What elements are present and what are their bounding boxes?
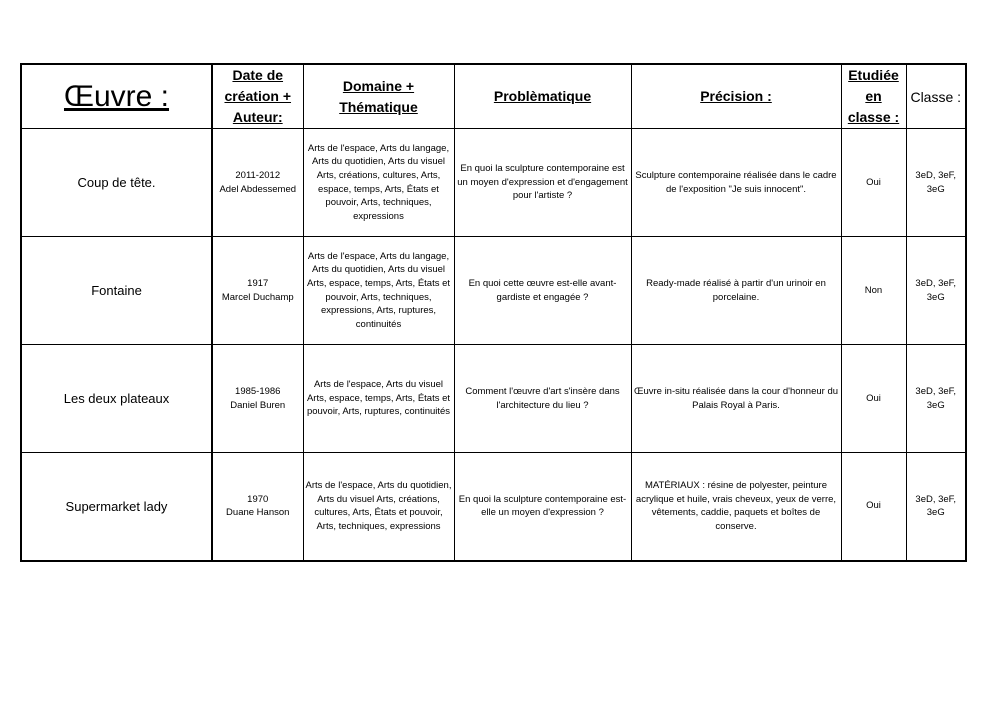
- cell-oeuvre: Fontaine: [21, 237, 212, 345]
- cell-auteur: Daniel Buren: [230, 399, 286, 411]
- cell-precision: Œuvre in-situ réalisée dans la cour d'honneur du Palais Royal à Paris.: [631, 345, 841, 453]
- cell-etudiee: Oui: [841, 129, 906, 237]
- cell-date: 1917: [247, 277, 269, 289]
- cell-date-auteur: [212, 237, 303, 345]
- cell-classe: 3eD, 3eF, 3eG: [906, 345, 966, 453]
- oeuvres-table: [20, 63, 967, 562]
- cell-date: 1970: [247, 493, 269, 505]
- table-row: [21, 453, 966, 561]
- cell-problematique: En quoi la sculpture contemporaine est un moyen d'expression et d'engagement pour l'artiste ?: [454, 129, 631, 237]
- header-etudiee-line2: en: [865, 88, 882, 104]
- table-row: [21, 129, 966, 237]
- header-precision: Précision :: [631, 64, 841, 129]
- cell-oeuvre: Supermarket lady: [21, 453, 212, 561]
- header-date-line1: Date de: [232, 67, 284, 83]
- cell-etudiee: Non: [841, 237, 906, 345]
- header-domaine: [303, 64, 454, 129]
- header-etudiee-line3: classe :: [847, 109, 900, 125]
- cell-classe: 3eD, 3eF, 3eG: [906, 237, 966, 345]
- table-row: [21, 237, 966, 345]
- cell-etudiee: Oui: [841, 453, 906, 561]
- cell-problematique: En quoi la sculpture contemporaine est-elle un moyen d'expression ?: [454, 453, 631, 561]
- cell-problematique: En quoi cette œuvre est-elle avant-gardiste et engagée ?: [454, 237, 631, 345]
- cell-date: 1985-1986: [235, 385, 281, 397]
- header-classe: Classe :: [906, 64, 966, 129]
- cell-precision: Ready-made réalisé à partir d'un urinoir en porcelaine.: [631, 237, 841, 345]
- cell-date: 2011-2012: [235, 169, 281, 181]
- cell-classe: 3eD, 3eF, 3eG: [906, 453, 966, 561]
- cell-domaine: Arts de l'espace, Arts du langage, Arts du quotidien, Arts du visuel Arts, créations, cultures, Arts, espace, temps, Arts, États et pouvoir, Arts, techniques, expressions: [303, 129, 454, 237]
- header-domaine-line1: Domaine +: [342, 77, 415, 94]
- cell-problematique: Comment l'œuvre d'art s'insère dans l'architecture du lieu ?: [454, 345, 631, 453]
- cell-precision: MATÉRIAUX : résine de polyester, peinture acrylique et huile, vrais cheveux, yeux de verre, vêtements, caddie, paquets et boîtes de conserve.: [631, 453, 841, 561]
- cell-domaine: Arts de l'espace, Arts du visuel Arts, espace, temps, Arts, États et pouvoir, Arts, ruptures, continuités: [303, 345, 454, 453]
- cell-oeuvre: Les deux plateaux: [21, 345, 212, 453]
- table-row: [21, 345, 966, 453]
- cell-auteur: Marcel Duchamp: [221, 291, 294, 303]
- cell-domaine: Arts de l'espace, Arts du quotidien, Arts du visuel Arts, créations, cultures, Arts, États et pouvoir, Arts, techniques, expressions: [303, 453, 454, 561]
- header-date-line3: Auteur:: [232, 109, 283, 125]
- cell-auteur: Adel Abdessemed: [219, 183, 297, 195]
- cell-date-auteur: [212, 345, 303, 453]
- cell-date-auteur: [212, 453, 303, 561]
- header-etudiee-line1: Etudiée: [848, 67, 899, 83]
- cell-etudiee: Oui: [841, 345, 906, 453]
- cell-domaine: Arts de l'espace, Arts du langage, Arts du quotidien, Arts du visuel Arts, espace, temps, Arts, États et pouvoir, Arts, techniques, expressions, Arts, ruptures, continuités: [303, 237, 454, 345]
- header-oeuvre: Œuvre :: [21, 64, 212, 129]
- header-etudiee: [841, 64, 906, 129]
- header-problematique: Problèmatique: [454, 64, 631, 129]
- header-domaine-line2: Thématique: [339, 98, 418, 115]
- header-row: [21, 64, 966, 129]
- cell-auteur: Duane Hanson: [226, 507, 290, 519]
- header-date-auteur: [212, 64, 303, 129]
- header-date-line2: création +: [224, 88, 292, 104]
- cell-classe: 3eD, 3eF, 3eG: [906, 129, 966, 237]
- cell-oeuvre: Coup de tête.: [21, 129, 212, 237]
- cell-precision: Sculpture contemporaine réalisée dans le cadre de l'exposition "Je suis innocent".: [631, 129, 841, 237]
- cell-date-auteur: [212, 129, 303, 237]
